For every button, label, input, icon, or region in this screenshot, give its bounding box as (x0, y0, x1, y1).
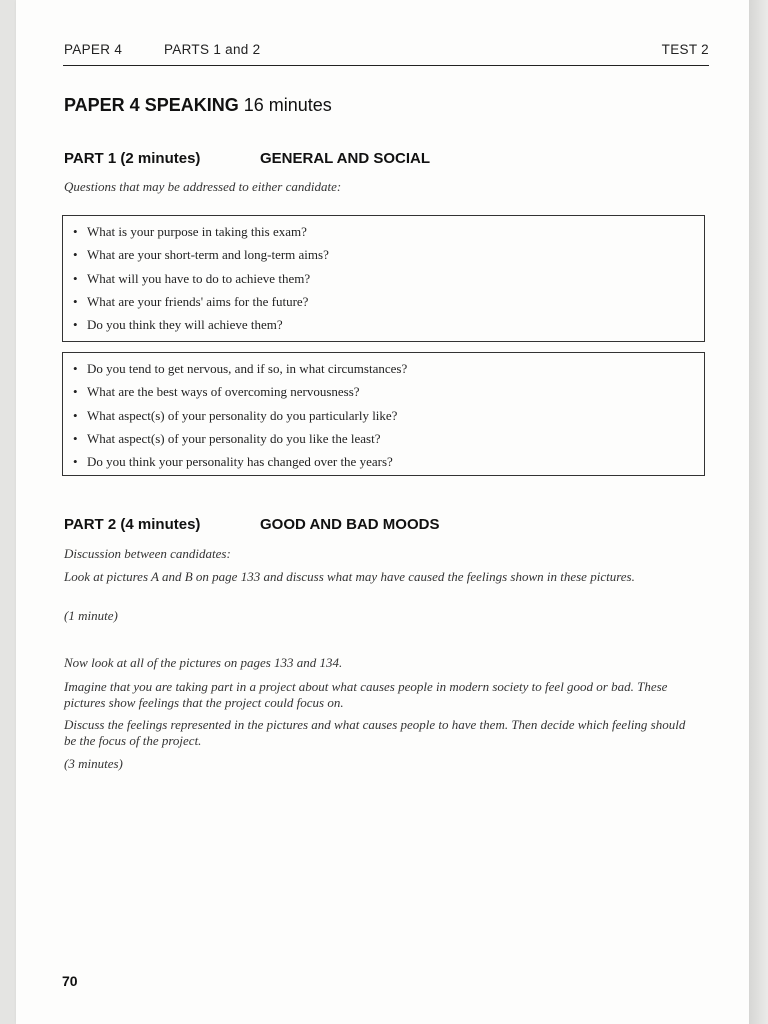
part1-heading (64, 150, 431, 167)
header-test: TEST 2 (661, 42, 709, 57)
part2-task2a: Now look at all of the pictures on pages 133 and 134. (64, 655, 343, 670)
header-parts: PARTS 1 and 2 (164, 42, 261, 57)
page-number: 70 (62, 973, 78, 989)
part2-task1: Look at pictures A and B on page 133 and discuss what may have caused the feelings shown in these pictures. (64, 569, 635, 584)
question-list-1 (73, 220, 704, 336)
part1-label: PART 1 (2 minutes) (64, 150, 201, 167)
part1-topic: GENERAL AND SOCIAL (260, 150, 431, 167)
question-item: • What will you have to do to achieve them? (73, 267, 704, 290)
question-item: • Do you think they will achieve them? (73, 313, 704, 336)
part1-instruction: Questions that may be addressed to either candidate: (64, 179, 342, 194)
title-duration: 16 minutes (238, 95, 332, 115)
question-item: • What aspect(s) of your personality do you like the least? (73, 427, 704, 450)
question-item: • What are your short-term and long-term aims? (73, 243, 704, 266)
part2-label: PART 2 (4 minutes) (64, 516, 201, 533)
title-bold: PAPER 4 SPEAKING (64, 95, 239, 115)
header-paper: PAPER 4 (64, 42, 123, 57)
question-item: • What are the best ways of overcoming nervousness? (73, 380, 704, 403)
question-box-2 (62, 352, 705, 476)
part2-discussion: Discussion between candidates: (64, 546, 231, 561)
part2-topic: GOOD AND BAD MOODS (260, 516, 440, 533)
running-header (64, 42, 709, 60)
part2-task2b: Imagine that you are taking part in a project about what causes people in modern society to feel good or bad. These pictures show feelings that the project could focus on. (64, 679, 668, 710)
question-item: • Do you tend to get nervous, and if so, in what circumstances? (73, 357, 704, 380)
question-item: • What is your purpose in taking this exam? (73, 220, 704, 243)
part2-time2: (3 minutes) (64, 756, 123, 771)
part2-time1: (1 minute) (64, 608, 118, 623)
header-rule (63, 65, 709, 66)
question-list-2 (73, 357, 704, 473)
question-item: • What are your friends' aims for the future? (73, 290, 704, 313)
page-edge-shadow (749, 0, 768, 1024)
question-item: • Do you think your personality has changed over the years? (73, 450, 704, 473)
page-title (64, 95, 332, 116)
part2-task2c: Discuss the feelings represented in the pictures and what causes people to have them. Then decide which feeling should be the focus of the project. (64, 717, 686, 748)
question-item: • What aspect(s) of your personality do you particularly like? (73, 404, 704, 427)
part2-heading (64, 516, 440, 533)
question-box-1 (62, 215, 705, 342)
